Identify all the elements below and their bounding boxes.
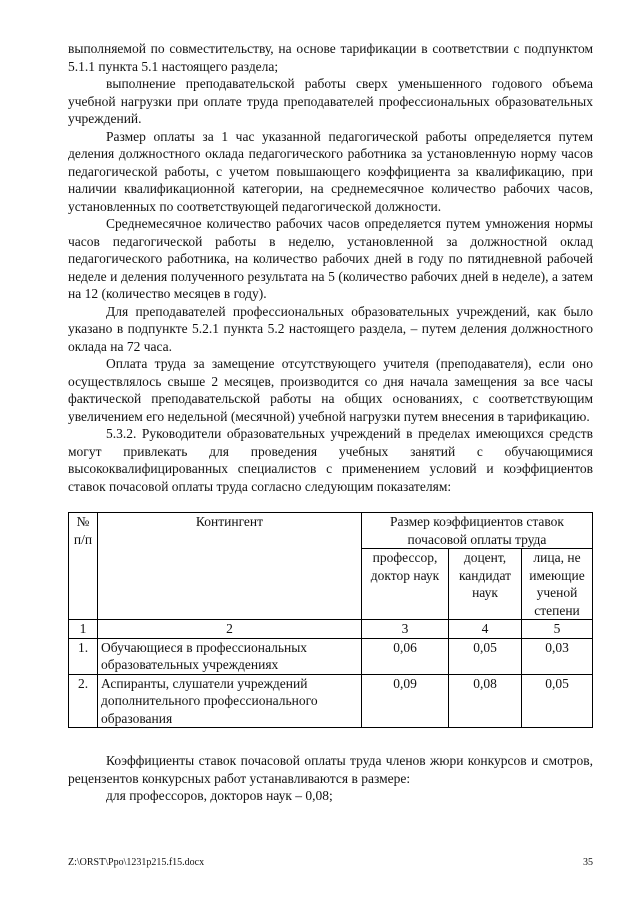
index-cell: 1 — [69, 620, 98, 639]
header-coefficients: Размер коэффициентов ставок почасовой оплаты труда — [362, 513, 593, 549]
page-footer — [68, 857, 593, 868]
body-text-bottom — [68, 752, 593, 805]
document-page — [68, 40, 593, 805]
paragraph: выполнение преподавательской работы сверх уменьшенного годового объема учебной нагрузки при оплате труда преподавателей профессиональных образовательных учреждений. — [68, 76, 593, 126]
row-none: 0,03 — [522, 638, 593, 674]
header-no-degree: лица, не имеющие ученой степени — [522, 549, 593, 620]
index-cell: 2 — [98, 620, 362, 639]
file-path: Z:\ORST\Ppo\1231p215.f15.docx — [68, 857, 205, 868]
paragraph: Для преподавателей профессиональных образовательных учреждений, как было указано в подпункте 5.2.1 пункта 5.2 настоящего раздела, – путем деления должностного оклада на 72 часа. — [68, 303, 593, 354]
paragraph: выполняемой по совместительству, на основе тарификации в соответствии с подпунктом 5.1.1 пункта 5.1 настоящего раздела; — [68, 41, 593, 74]
header-contingent: Контингент — [98, 513, 362, 620]
row-docent: 0,08 — [449, 674, 522, 728]
index-cell: 5 — [522, 620, 593, 639]
index-cell: 4 — [449, 620, 522, 639]
table-row — [69, 620, 593, 639]
row-docent: 0,05 — [449, 638, 522, 674]
row-prof: 0,06 — [362, 638, 449, 674]
page-number: 35 — [583, 857, 593, 868]
header-num: № п/п — [69, 513, 98, 620]
body-text-top — [68, 40, 593, 495]
paragraph: Оплата труда за замещение отсутствующего учителя (преподавателя), если оно осуществлялось свыше 2 месяцев, производится со дня начала замещения за все часы фактической преподавательской работы на общих основаниях, с соответствующим увеличением его недельной (месячной) учебной нагрузки путем внесения в тарификацию. — [68, 356, 593, 424]
row-num: 1. — [69, 638, 98, 674]
paragraph: 5.3.2. Руководители образовательных учреждений в пределах имеющихся средств могут привлекать для проведения учебных занятий с обучающимися высококвалифицированных специалистов с применением условий и коэффициентов ставок почасовой оплаты труда согласно следующим показателям: — [68, 426, 593, 494]
index-cell: 3 — [362, 620, 449, 639]
table-row — [69, 674, 593, 728]
row-none: 0,05 — [522, 674, 593, 728]
paragraph: Коэффициенты ставок почасовой оплаты труда членов жюри конкурсов и смотров, рецензентов конкурсных работ устанавливаются в размере: — [68, 753, 593, 786]
paragraph: для профессоров, докторов наук – 0,08; — [106, 788, 333, 803]
coefficient-table — [68, 512, 593, 728]
header-docent: доцент, кандидат наук — [449, 549, 522, 620]
paragraph: Размер оплаты за 1 час указанной педагогической работы определяется путем деления должностного оклада педагогического работника за установленную норму часов педагогической работы, с учетом повышающего коэффициента за квалификацию, при наличии квалификационной категории, на среднемесячное количество рабочих часов, установленных по соответствующей педагогической должности. — [68, 128, 593, 214]
row-contingent: Обучающиеся в профессиональных образовательных учреждениях — [98, 638, 362, 674]
row-prof: 0,09 — [362, 674, 449, 728]
paragraph: Среднемесячное количество рабочих часов определяется путем умножения нормы часов педагогической работы в неделю, установленной за должностной оклад педагогического работника, на количество рабочих дней в году по пятидневной рабочей неделе и деления полученного результата на 5 (количество рабочих дней в неделе), а затем на 12 (количество месяцев в году). — [68, 216, 593, 301]
table-row — [69, 638, 593, 674]
row-contingent: Аспиранты, слушатели учреждений дополнительного профессионального образования — [98, 674, 362, 728]
row-num: 2. — [69, 674, 98, 728]
header-professor: профессор, доктор наук — [362, 549, 449, 620]
